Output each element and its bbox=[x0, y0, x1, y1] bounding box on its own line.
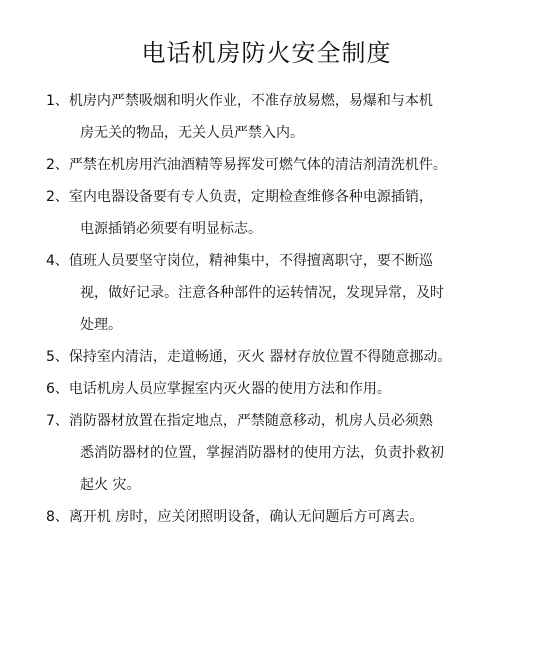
rule-3-line-1: 2、室内电器设备要有专人负责，定期检查维修各种电源插销， bbox=[46, 189, 433, 205]
rule-5-line-1: 5、保持室内清洁，走道畅通，灭火 器材存放位置不得随意挪动。 bbox=[46, 349, 452, 365]
rule-4-line-2: 视，做好记录。注意各种部件的运转情况，发现异常，及时 bbox=[80, 285, 444, 301]
rule-8-line-1: 8、离开机 房时，应关闭照明设备，确认无问题后方可离去。 bbox=[46, 509, 424, 525]
rule-1-line-2: 房无关的物品，无关人员严禁入内。 bbox=[80, 125, 304, 141]
rule-4-line-3: 处理。 bbox=[80, 317, 122, 333]
rule-7-line-3: 起火 灾。 bbox=[80, 477, 141, 493]
rule-1-line-1: 1、机房内严禁吸烟和明火作业，不准存放易燃，易爆和与本机 bbox=[46, 93, 433, 109]
rule-2-line-1: 2、严禁在机房用汽油酒精等易挥发可燃气体的清洁剂清洗机件。 bbox=[46, 157, 447, 173]
rule-7-line-2: 悉消防器材的位置，掌握消防器材的使用方法，负责扑救初 bbox=[80, 445, 444, 461]
rule-7-line-1: 7、消防器材放置在指定地点，严禁随意移动，机房人员必须熟 bbox=[46, 413, 433, 429]
page-title: 电话机房防火安全制度 bbox=[141, 39, 392, 67]
rule-3-line-2: 电源插销必须要有明显标志。 bbox=[80, 221, 262, 237]
rule-6-line-1: 6、电话机房人员应掌握室内灭火器的使用方法和作用。 bbox=[46, 381, 391, 397]
rule-4-line-1: 4、值班人员要坚守岗位，精神集中，不得擅离职守，要不断巡 bbox=[46, 253, 433, 269]
